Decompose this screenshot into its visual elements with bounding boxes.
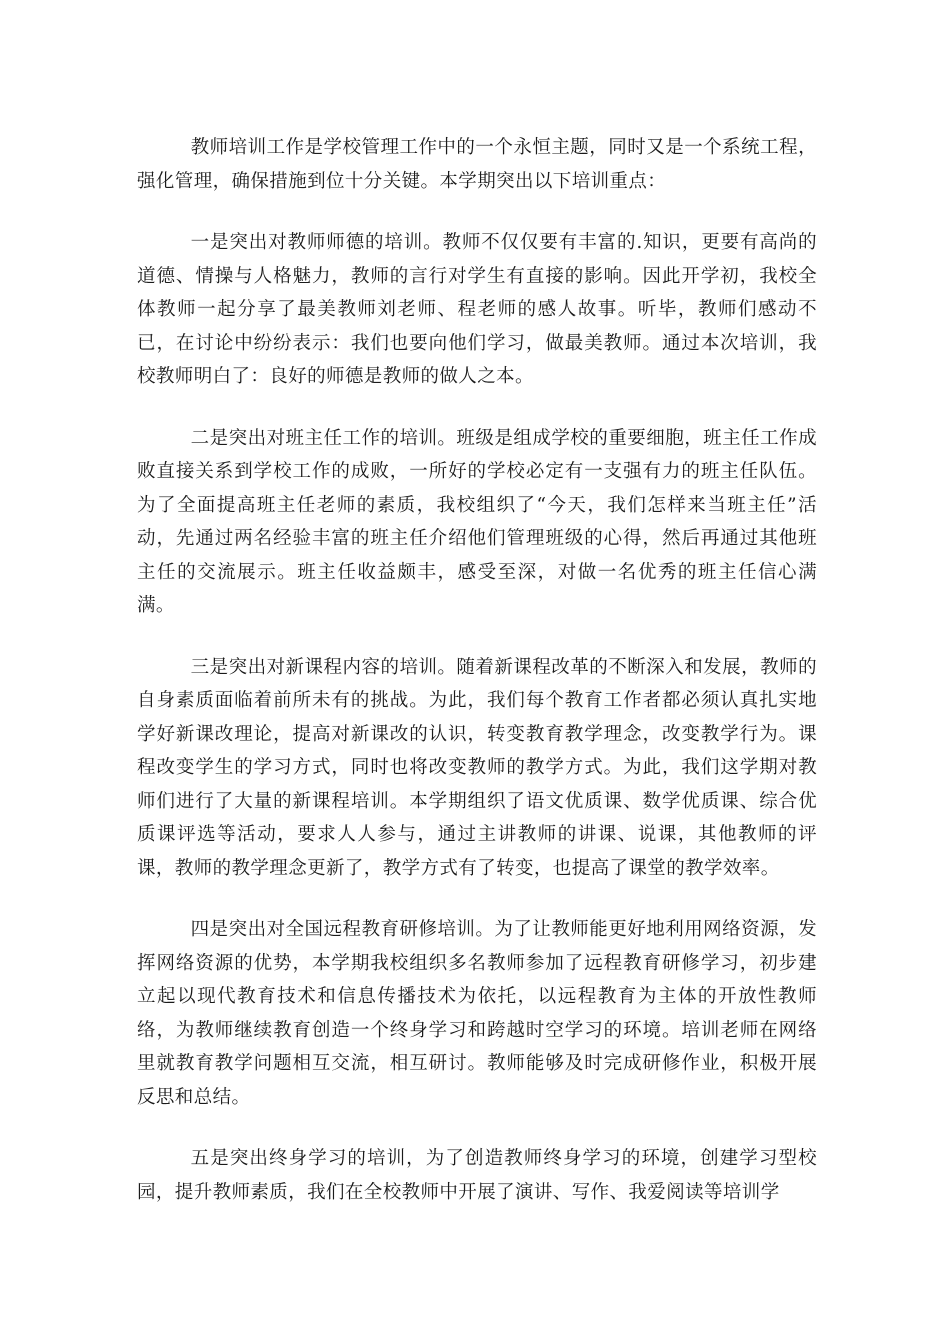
paragraph-ethics-training: 一是突出对教师师德的培训。教师不仅仅要有丰富的.知识，更要有高尚的道德、情操与人格魅力，教师的言行对学生有直接的影响。因此开学初，我校全体教师一起分享了最美教师刘老师、程老师的感人故事。听毕，教师们感动不已，在讨论中纷纷表示：我们也要向他们学习，做最美教师。通过本次培训，我校教师明白了：良好的师德是教师的做人之本。 (137, 232, 817, 387)
paragraph-intro: 教师培训工作是学校管理工作中的一个永恒主题，同时又是一个系统工程，强化管理，确保措施到位十分关键。本学期突出以下培训重点： (137, 137, 817, 192)
document-body (137, 131, 817, 1237)
paragraph-distance-education-training: 四是突出对全国远程教育研修培训。为了让教师能更好地利用网络资源，发挥网络资源的优势，本学期我校组织多名教师参加了远程教育研修学习，初步建立起以现代教育技术和信息传播技术为依托，以远程教育为主体的开放性教师络，为教师继续教育创造一个终身学习和跨越时空学习的环境。培训老师在网络里就教育教学问题相互交流，相互研讨。教师能够及时完成研修作业，积极开展反思和总结。 (137, 919, 817, 1108)
paragraph-head-teacher-training: 二是突出对班主任工作的培训。班级是组成学校的重要细胞，班主任工作成败直接关系到学校工作的成败，一所好的学校必定有一支强有力的班主任队伍。为了全面提高班主任老师的素质，我校组织了“今天，我们怎样来当班主任”活动，先通过两名经验丰富的班主任介绍他们管理班级的心得，然后再通过其他班主任的交流展示。班主任收益颇丰，感受至深，对做一名优秀的班主任信心满满。 (137, 427, 817, 616)
paragraph-new-curriculum-training: 三是突出对新课程内容的培训。随着新课程改革的不断深入和发展，教师的自身素质面临着前所未有的挑战。为此，我们每个教育工作者都必须认真扎实地学好新课改理论，提高对新课改的认识，转变教育教学理念，改变教学行为。课程改变学生的学习方式，同时也将改变教师的教学方式。为此，我们这学期对教师们进行了大量的新课程培训。本学期组织了语文优质课、数学优质课、综合优质课评选等活动，要求人人参与，通过主讲教师的讲课、说课，其他教师的评课，教师的教学理念更新了，教学方式有了转变，也提高了课堂的教学效率。 (137, 656, 817, 879)
paragraph-lifelong-learning-training: 五是突出终身学习的培训，为了创造教师终身学习的环境，创建学习型校园，提升教师素质，我们在全校教师中开展了演讲、写作、我爱阅读等培训学 (137, 1148, 817, 1203)
